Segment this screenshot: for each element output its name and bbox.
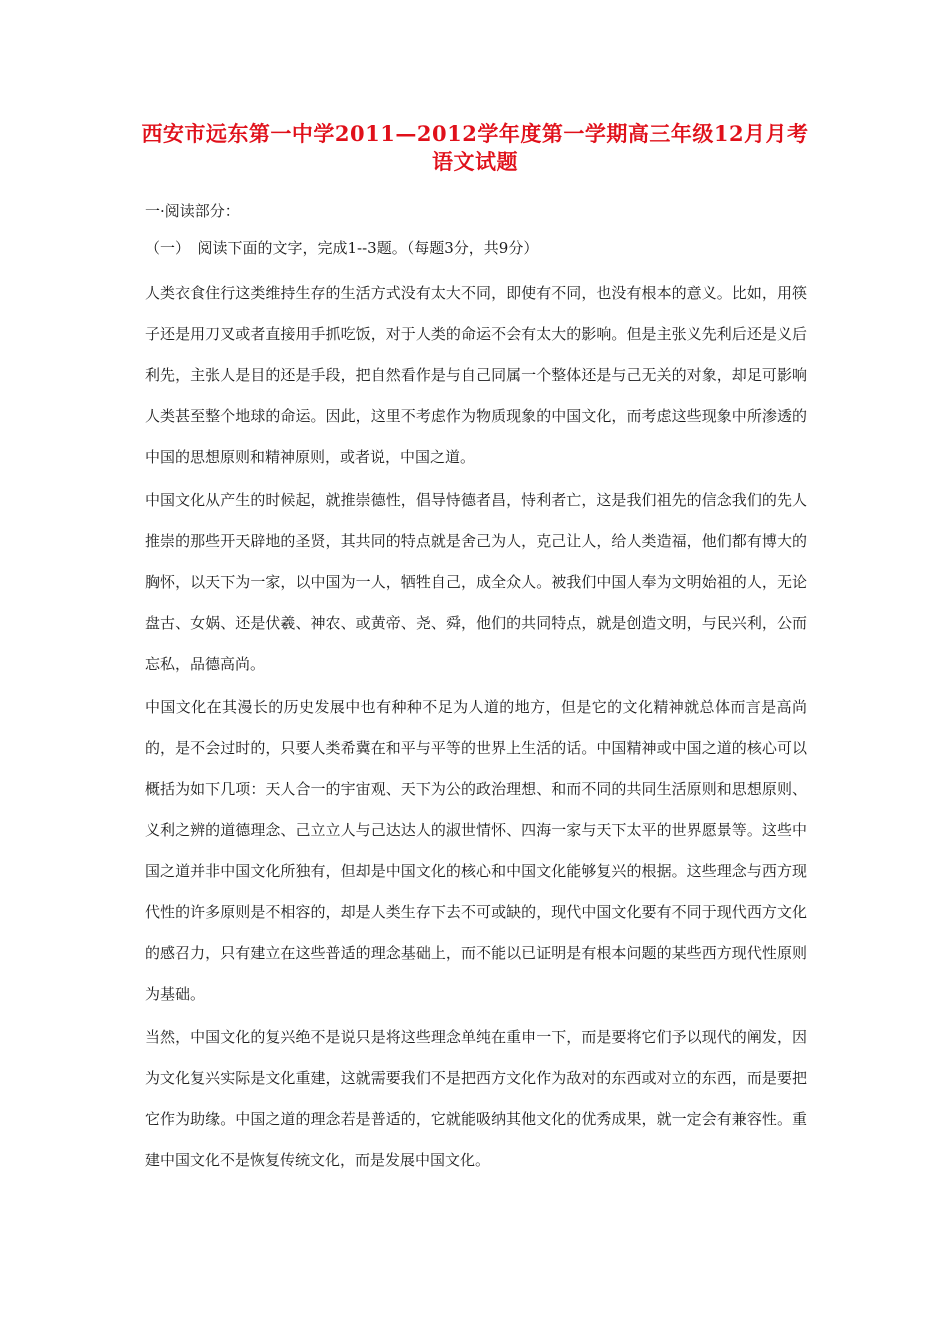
section-heading: 一·阅读部分：	[145, 202, 240, 220]
passage-paragraph-2: 中国文化从产生的时候起，就推崇德性，倡导恃德者昌，恃利者亡，这是我们祖先的信念我们的先人推崇的那些开天辟地的圣贤，其共同的特点就是舍己为人，克己让人，给人类造福，他们都有博大的胸怀，以天下为一家，以中国为一人，牺牲自己，成全众人。被我们中国人奉为文明始祖的人，无论盘古、女娲、还是伏羲、神农、或黄帝、尧、舜，他们的共同特点，就是创造文明，与民兴利，公而忘私，品德高尚。	[145, 491, 807, 673]
document-title: 西安市远东第一中学2011—2012学年度第一学期高三年级12月月考语文试题	[141, 121, 809, 174]
passage-paragraph-3: 中国文化在其漫长的历史发展中也有种种不足为人道的地方，但是它的文化精神就总体而言是高尚的，是不会过时的，只要人类希冀在和平与平等的世界上生活的话。中国精神或中国之道的核心可以概括为如下几项：天人合一的宇宙观、天下为公的政治理想、和而不同的共同生活原则和思想原则、义利之辨的道德理念、己立立人与己达达人的淑世情怀、四海一家与天下太平的世界愿景等。这些中国之道并非中国文化所独有，但却是中国文化的核心和中国文化能够复兴的根据。这些理念与西方现代性的许多原则是不相容的，却是人类生存下去不可或缺的，现代中国文化要有不同于现代西方文化的感召力，只有建立在这些普适的理念基础上，而不能以已证明是有根本问题的某些西方现代性原则为基础。	[145, 698, 807, 1003]
passage-paragraph-4: 当然，中国文化的复兴绝不是说只是将这些理念单纯在重申一下，而是要将它们予以现代的阐发，因为文化复兴实际是文化重建，这就需要我们不是把西方文化作为敌对的东西或对立的东西，而是要把它作为助缘。中国之道的理念若是普适的，它就能吸纳其他文化的优秀成果，就一定会有兼容性。重建中国文化不是恢复传统文化，而是发展中国文化。	[145, 1028, 807, 1169]
passage-paragraph-1: 人类衣食住行这类维持生存的生活方式没有太大不同，即使有不同，也没有根本的意义。比如，用筷子还是用刀叉或者直接用手抓吃饭，对于人类的命运不会有太大的影响。但是主张义先利后还是义后利先，主张人是目的还是手段，把自然看作是与自己同属一个整体还是与己无关的对象，却足可影响人类甚至整个地球的命运。因此，这里不考虑作为物质现象的中国文化，而考虑这些现象中所渗透的中国的思想原则和精神原则，或者说，中国之道。	[145, 284, 807, 466]
question-instructions: （一） 阅读下面的文字，完成1--3题。（每题3分，共9分）	[145, 239, 539, 257]
reading-section	[145, 200, 807, 1183]
